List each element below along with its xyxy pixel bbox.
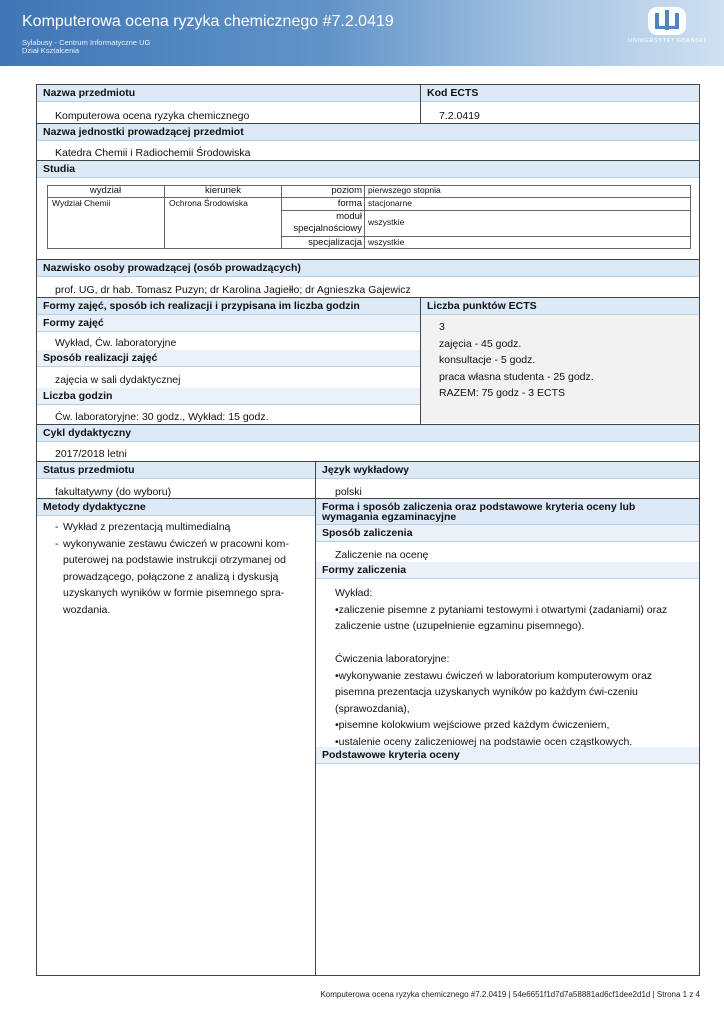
col-header-field: kierunek <box>205 185 241 196</box>
form-label: forma <box>337 198 362 209</box>
assessment-forms-label: Formy zaliczenia <box>316 562 699 579</box>
banner-subtitle: Dział Kształcenia <box>22 46 80 55</box>
criteria-label: Podstawowe kryteria oceny <box>316 747 699 764</box>
text-line: Ćwiczenia laboratoryjne: <box>335 653 450 665</box>
assessment-forms-text <box>335 585 695 750</box>
assessment-method-value: Zaliczenie na ocenę <box>335 549 429 561</box>
forms-value: Wykład, Ćw. laboratoryjne <box>55 337 177 349</box>
level-value: pierwszego stopnia <box>368 185 441 195</box>
module-label-line: moduł <box>336 211 362 222</box>
hours-label: Liczba godzin <box>37 388 421 405</box>
page-footer: Komputerowa ocena ryzyka chemicznego #7.2.0419 | 54e6651f1d7d7a58881ad6cf1dee2d1d | Strona 1 z 4 <box>320 990 700 999</box>
text-line: •ustalenie oceny zaliczeniowej na podstawie ocen cząstkowych. <box>335 735 633 748</box>
cycle-label: Cykl dydaktyczny <box>37 425 699 442</box>
university-crest-icon <box>648 6 686 36</box>
col-header-faculty: wydział <box>89 185 122 196</box>
studies-label: Studia <box>37 161 699 178</box>
form-value: stacjonarne <box>368 198 412 208</box>
text-line: Wykład: <box>335 587 373 599</box>
forms-section-label: Formy zajęć, sposób ich realizacji i przypisana im liczba godzin <box>37 298 421 315</box>
ects-points-label: Liczba punktów ECTS <box>421 298 699 315</box>
methods-label: Metody dydaktyczne <box>37 499 316 516</box>
ects-code-label: Kod ECTS <box>421 85 699 102</box>
ects-points-list <box>439 319 594 402</box>
level-label: poziom <box>331 185 362 196</box>
assessment-method-label: Sposób zaliczenia <box>316 525 699 542</box>
hours-value: Ćw. laboratoryjne: 30 godz., Wykład: 15 godz. <box>55 411 269 423</box>
ects-code-value: 7.2.0419 <box>439 110 480 122</box>
course-name-value: Komputerowa ocena ryzyka chemicznego <box>55 110 250 122</box>
methods-list <box>55 519 305 618</box>
status-label: Status przedmiotu <box>37 462 316 479</box>
course-name-label: Nazwa przedmiotu <box>37 85 421 102</box>
language-value: polski <box>335 486 362 498</box>
list-item <box>55 536 305 619</box>
forms-label: Formy zajęć <box>37 315 421 332</box>
list-item-line: wozdania. <box>63 603 111 616</box>
status-value: fakultatywny (do wyboru) <box>55 486 172 498</box>
syllabus-frame <box>36 84 700 976</box>
list-item-line: puterowej na podstawie instrukcji otrzymanej od <box>63 554 286 566</box>
assessment-label-line: Forma i sposób zaliczenia oraz podstawowe kryteria oceny lub <box>322 501 636 513</box>
text-line <box>335 635 695 652</box>
text-line: •zaliczenie pisemne z pytaniami testowymi i otwartymi (zadaniami) oraz <box>335 603 668 616</box>
module-label-line: specjalnościowy <box>293 223 362 234</box>
module-label <box>282 211 362 235</box>
university-logo <box>624 6 710 44</box>
list-item-line: prowadzącego, połączone z analizą i dyskusją <box>63 570 279 583</box>
ects-points-line: 3 <box>439 321 445 333</box>
logo-caption: UNIWERSYTET GDAŃSKI <box>628 38 706 44</box>
module-value: wszystkie <box>368 217 405 227</box>
lecturers-value: prof. UG, dr hab. Tomasz Puzyn; dr Karolina Jagiełło; dr Agnieszka Gajewicz <box>55 284 411 296</box>
banner-subtitle: Sylabusy - Centrum Informatyczne UG <box>22 38 151 47</box>
list-item-line: uzyskanych wyników w formie pisemnego spra- <box>63 587 285 599</box>
faculty-value: Wydział Chemii <box>52 198 111 208</box>
ects-points-line: RAZEM: 75 godz - 3 ECTS <box>439 387 566 399</box>
text-line: zaliczenie ustne (uzupełnienie egzaminu pisemnego). <box>335 620 585 632</box>
specialization-value: wszystkie <box>368 237 405 247</box>
method-value: zajęcia w sali dydaktycznej <box>55 374 181 386</box>
text-line: •pisemne kolokwium wejściowe przed każdym ćwiczeniem, <box>335 719 610 731</box>
divider <box>420 298 421 424</box>
unit-value: Katedra Chemii i Radiochemii Środowiska <box>55 147 251 159</box>
specialization-label: specjalizacja <box>308 237 362 248</box>
ects-points-line: praca własna studenta - 25 godz. <box>439 370 594 383</box>
field-value: Ochrona Środowiska <box>169 198 248 208</box>
ects-points-line: zajęcia - 45 godz. <box>439 337 522 350</box>
unit-label: Nazwa jednostki prowadzącej przedmiot <box>37 124 699 141</box>
language-label: Język wykładowy <box>316 462 699 479</box>
assessment-label-line: wymagania egzaminacyjne <box>322 511 457 523</box>
text-line: (sprawozdania), <box>335 702 410 715</box>
divider <box>420 85 421 123</box>
ects-points-line: konsultacje - 5 godz. <box>439 354 536 366</box>
text-line: •wykonywanie zestawu ćwiczeń w laboratorium komputerowym oraz <box>335 669 653 682</box>
lecturers-label: Nazwisko osoby prowadzącej (osób prowadzących) <box>37 260 699 277</box>
page-banner <box>0 0 724 66</box>
page-title: Komputerowa ocena ryzyka chemicznego #7.2.0419 <box>22 13 394 30</box>
cycle-value: 2017/2018 letni <box>55 448 127 460</box>
assessment-label <box>316 499 699 525</box>
studies-table <box>47 185 691 249</box>
list-item-line: wykonywanie zestawu ćwiczeń w pracowni kom- <box>63 537 289 550</box>
list-item: - Wykład z prezentacją multimedialną <box>55 519 305 536</box>
divider <box>315 462 316 975</box>
text-line: pisemna prezentacja uzyskanych wyników po każdym ćwi-czeniu <box>335 686 638 698</box>
method-label: Sposób realizacji zajęć <box>37 350 421 367</box>
